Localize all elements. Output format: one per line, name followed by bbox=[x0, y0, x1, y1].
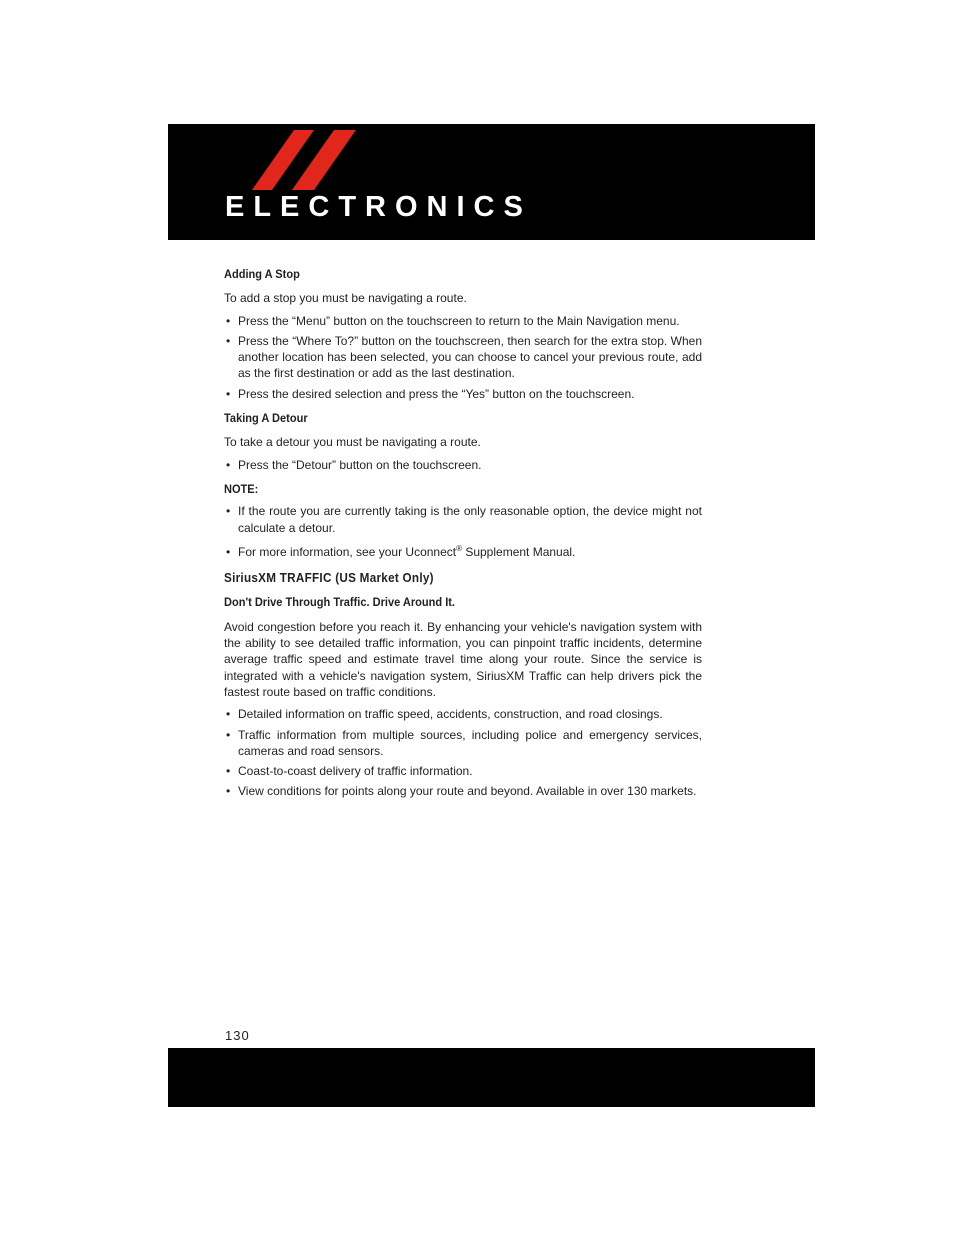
adding-stop-list bbox=[224, 313, 702, 402]
adding-stop-intro: To add a stop you must be navigating a route. bbox=[224, 291, 467, 306]
list-item: • Press the desired selection and press the “Yes” button on the touchscreen. bbox=[224, 386, 702, 402]
list-item: • Coast-to-coast delivery of traffic information. bbox=[224, 763, 702, 779]
note-heading: NOTE: bbox=[224, 481, 259, 496]
taking-detour-intro: To take a detour you must be navigating a route. bbox=[224, 435, 481, 450]
list-item: • Press the “Menu” button on the touchscreen to return to the Main Navigation menu. bbox=[224, 313, 702, 329]
list-item bbox=[224, 544, 702, 560]
siriusxm-paragraph: Avoid congestion before you reach it. By enhancing your vehicle's navigation system with the ability to see detailed traffic information, you can pinpoint traffic incidents, determine average traffic speed and estimate travel time along your route. Since the service is integrated with a vehicle's navigation system, SiriusXM Traffic can help drivers pick the fastest route based on traffic conditions. bbox=[224, 619, 702, 699]
brand-stripes-icon bbox=[248, 130, 360, 190]
list-item: • Traffic information from multiple sources, including police and emergency services, cameras and road sensors. bbox=[224, 727, 702, 760]
taking-detour-list bbox=[224, 457, 702, 473]
list-item: • Detailed information on traffic speed, accidents, construction, and road closings. bbox=[224, 706, 702, 722]
siriusxm-list bbox=[224, 706, 702, 799]
page-number: 130 bbox=[225, 1028, 250, 1043]
footer-band bbox=[168, 1048, 815, 1107]
note-text: For more information, see your Uconnect bbox=[238, 544, 457, 559]
heading-adding-a-stop: Adding A Stop bbox=[224, 267, 300, 281]
page-content bbox=[224, 266, 702, 800]
registered-mark: ® bbox=[456, 543, 462, 553]
list-item: • View conditions for points along your route and beyond. Available in over 130 markets. bbox=[224, 783, 702, 799]
list-item: • If the route you are currently taking is the only reasonable option, the device might not calculate a detour. bbox=[224, 503, 702, 536]
list-item: • Press the “Detour” button on the touchscreen. bbox=[224, 457, 702, 473]
section-title: ELECTRONICS bbox=[225, 191, 532, 223]
subheading-drive-around: Don't Drive Through Traffic. Drive Around It. bbox=[224, 595, 456, 610]
note-list bbox=[224, 503, 702, 560]
heading-siriusxm-traffic: SiriusXM TRAFFIC (US Market Only) bbox=[224, 570, 434, 586]
heading-taking-a-detour: Taking A Detour bbox=[224, 411, 308, 426]
list-item: • Press the “Where To?” button on the touchscreen, then search for the extra stop. When another location has been selected, you can choose to cancel your previous route, add as the first destination or add as the last destination. bbox=[224, 333, 702, 382]
note-text-end: Supplement Manual. bbox=[462, 544, 576, 559]
